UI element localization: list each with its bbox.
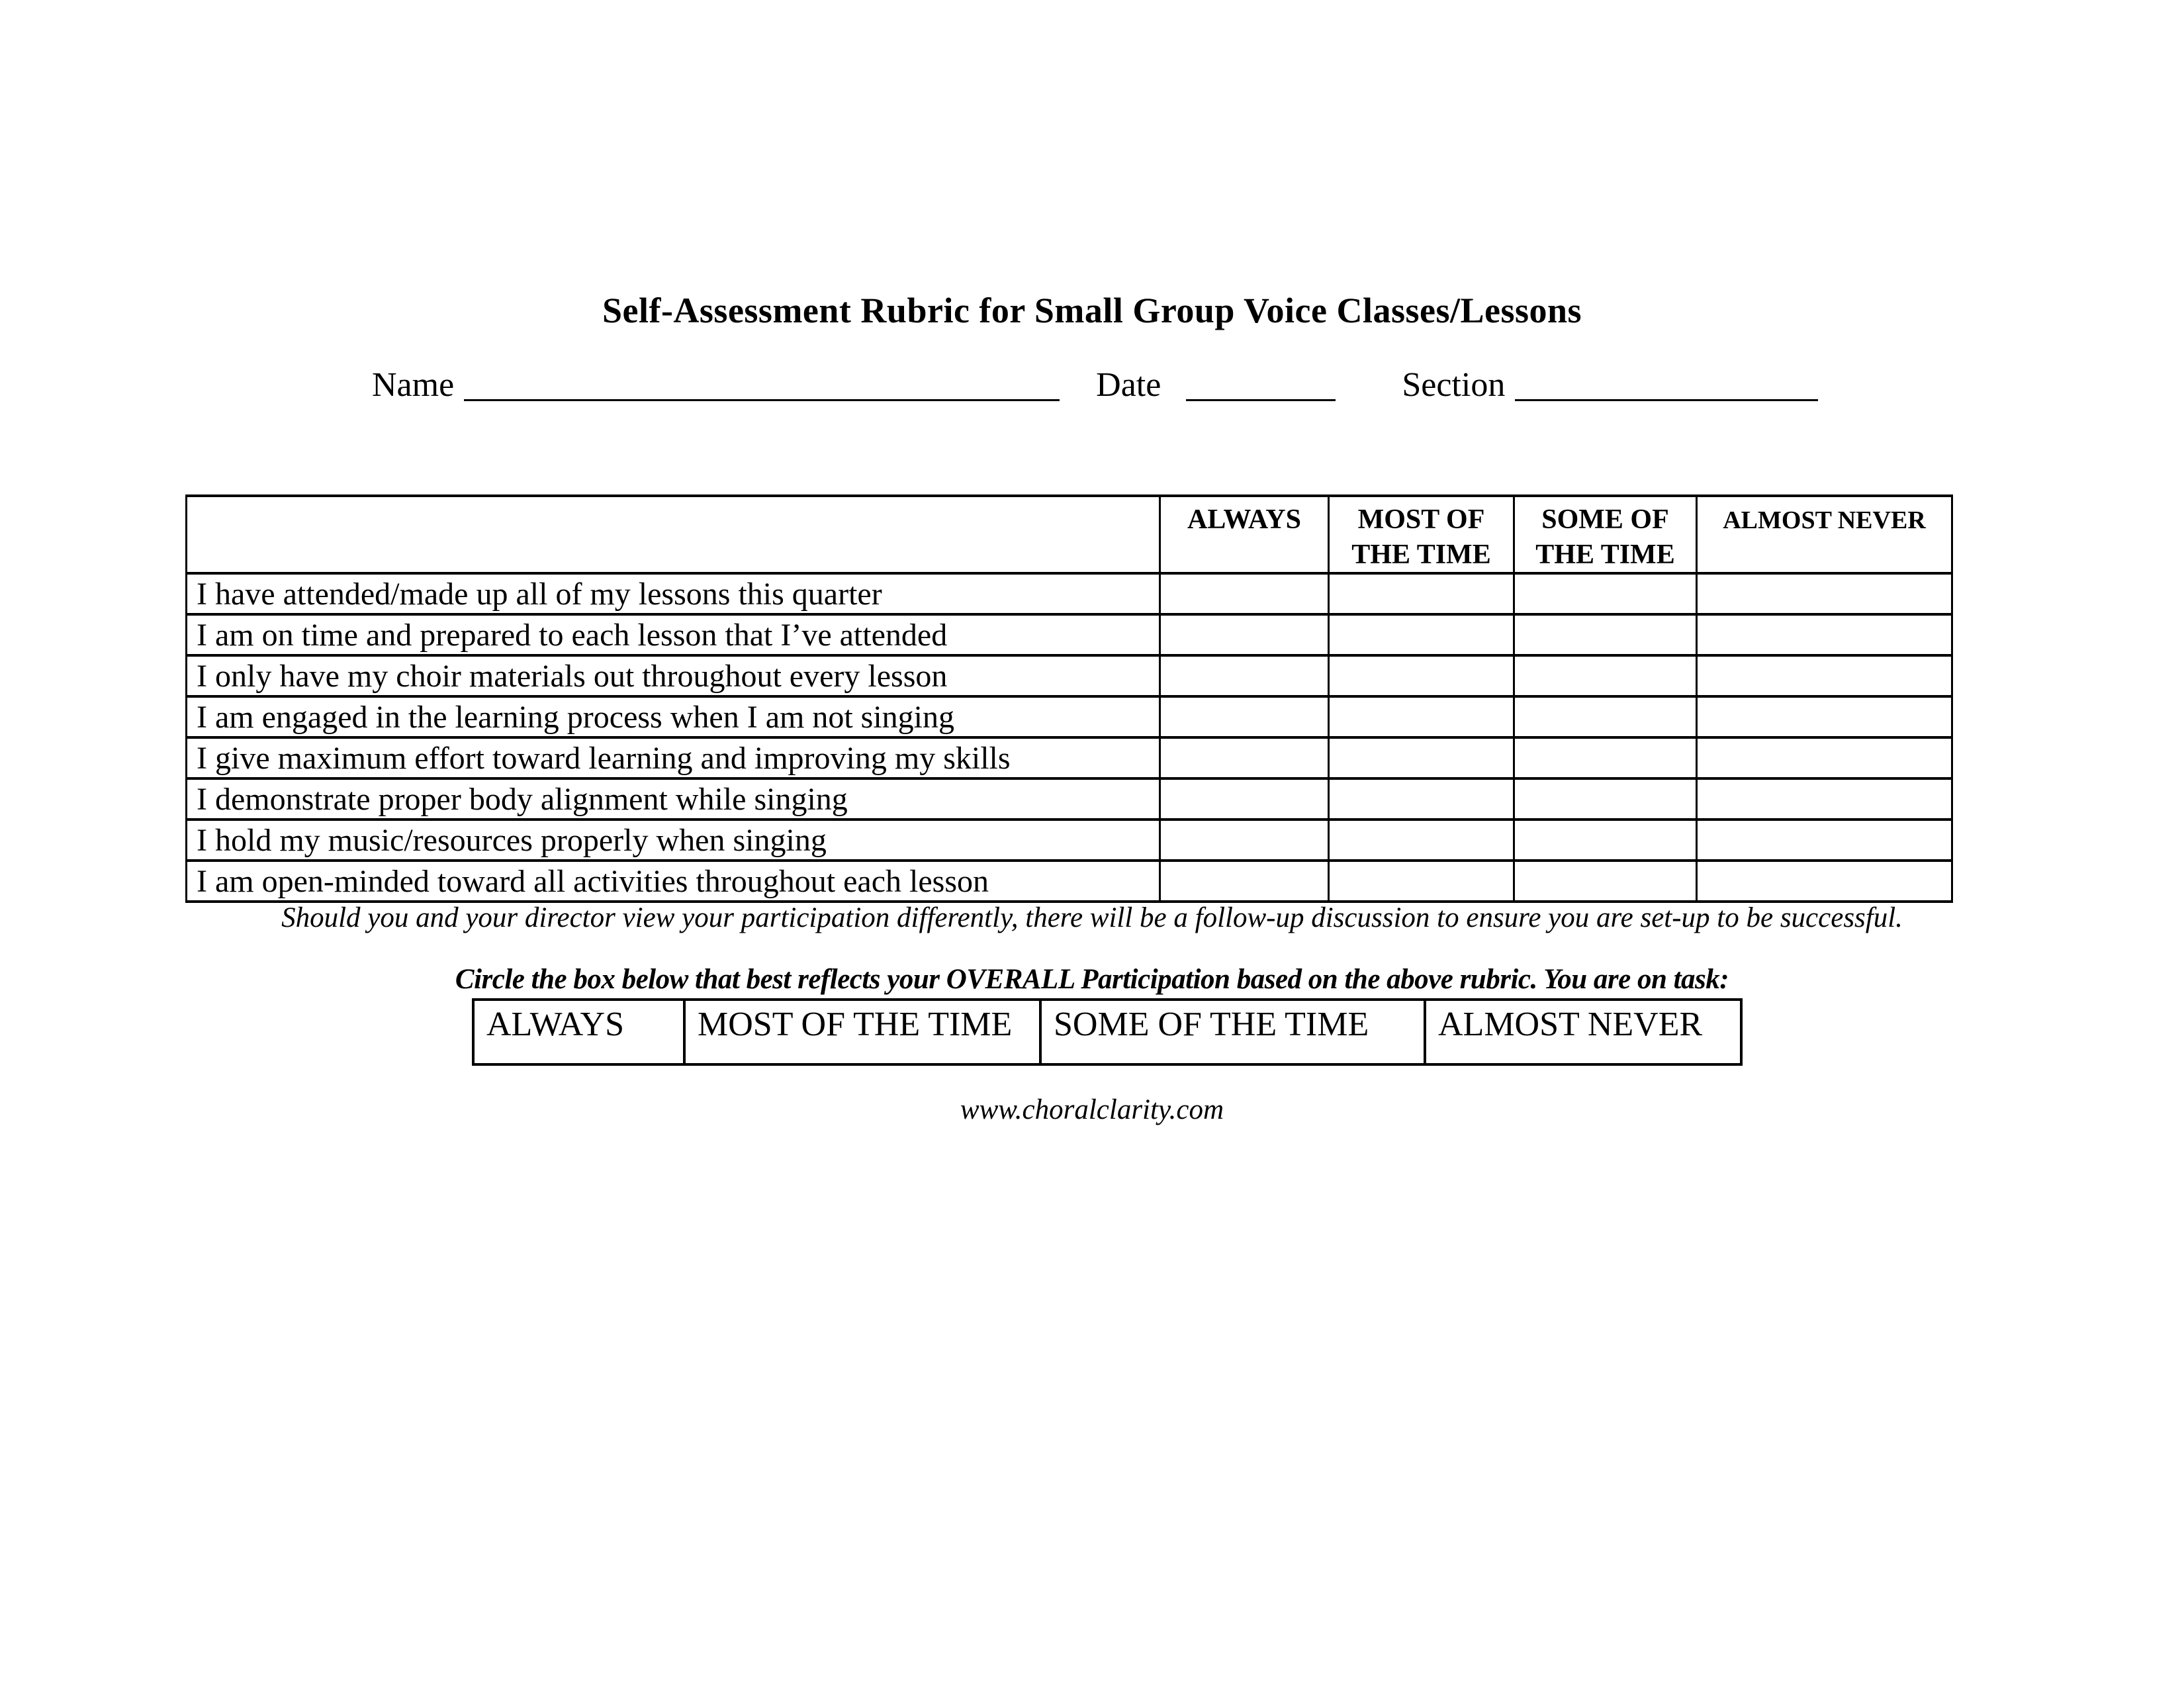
rubric-statement: I demonstrate proper body alignment while singing	[187, 778, 1160, 820]
table-row	[187, 820, 1952, 861]
rubric-cell-most[interactable]	[1329, 820, 1514, 861]
rubric-header-row	[187, 496, 1952, 573]
section-field[interactable]	[1515, 399, 1818, 401]
rubric-cell-some[interactable]	[1514, 778, 1697, 820]
rubric-cell-never[interactable]	[1697, 820, 1952, 861]
table-row	[187, 696, 1952, 737]
rubric-cell-always[interactable]	[1160, 573, 1329, 614]
header-fields-row	[372, 365, 1818, 404]
rubric-cell-never[interactable]	[1697, 655, 1952, 696]
rubric-statement: I only have my choir materials out throughout every lesson	[187, 655, 1160, 696]
rubric-cell-always[interactable]	[1160, 696, 1329, 737]
website-link: www.choralclarity.com	[960, 1094, 1224, 1125]
name-field[interactable]	[464, 399, 1060, 401]
date-field[interactable]	[1186, 399, 1336, 401]
rubric-cell-never[interactable]	[1697, 614, 1952, 655]
rubric-cell-some[interactable]	[1514, 696, 1697, 737]
rubric-cell-never[interactable]	[1697, 861, 1952, 902]
table-row	[187, 655, 1952, 696]
page-title: Self-Assessment Rubric for Small Group Voice Classes/Lessons	[602, 291, 1582, 330]
rubric-cell-always[interactable]	[1160, 861, 1329, 902]
overall-participation-table	[472, 998, 1743, 1066]
rubric-cell-some[interactable]	[1514, 820, 1697, 861]
rubric-cell-most[interactable]	[1329, 737, 1514, 778]
date-label: Date	[1096, 366, 1161, 404]
rubric-header-statement-empty	[187, 496, 1160, 573]
rubric-header-almost-never: ALMOST NEVER	[1697, 496, 1952, 573]
self-assessment-rubric-table	[185, 494, 1953, 903]
overall-options-row	[473, 1000, 1741, 1064]
rubric-statement: I give maximum effort toward learning and improving my skills	[187, 737, 1160, 778]
rubric-statement: I am engaged in the learning process when I am not singing	[187, 696, 1160, 737]
rubric-cell-always[interactable]	[1160, 655, 1329, 696]
rubric-statement: I hold my music/resources properly when singing	[187, 820, 1160, 861]
rubric-cell-always[interactable]	[1160, 778, 1329, 820]
overall-option-some-of-the-time[interactable]: SOME OF THE TIME	[1040, 1000, 1425, 1064]
table-row	[187, 861, 1952, 902]
rubric-header-most-of-the-time: MOST OF THE TIME	[1329, 496, 1514, 573]
rubric-statement: I am on time and prepared to each lesson that I’ve attended	[187, 614, 1160, 655]
rubric-cell-most[interactable]	[1329, 573, 1514, 614]
rubric-cell-most[interactable]	[1329, 696, 1514, 737]
overall-option-almost-never[interactable]: ALMOST NEVER	[1425, 1000, 1741, 1064]
overall-instruction: Circle the box below that best reflects your OVERALL Participation based on the above rubric. You are on task:	[455, 964, 1729, 995]
rubric-cell-some[interactable]	[1514, 655, 1697, 696]
rubric-statement: I have attended/made up all of my lessons this quarter	[187, 573, 1160, 614]
rubric-statement: I am open-minded toward all activities throughout each lesson	[187, 861, 1160, 902]
overall-option-most-of-the-time[interactable]: MOST OF THE TIME	[684, 1000, 1040, 1064]
rubric-cell-never[interactable]	[1697, 573, 1952, 614]
table-row	[187, 573, 1952, 614]
rubric-cell-never[interactable]	[1697, 737, 1952, 778]
rubric-cell-some[interactable]	[1514, 573, 1697, 614]
rubric-cell-never[interactable]	[1697, 696, 1952, 737]
table-row	[187, 737, 1952, 778]
rubric-cell-some[interactable]	[1514, 737, 1697, 778]
name-label: Name	[372, 366, 455, 404]
rubric-cell-never[interactable]	[1697, 778, 1952, 820]
overall-option-always[interactable]: ALWAYS	[473, 1000, 684, 1064]
rubric-cell-always[interactable]	[1160, 737, 1329, 778]
rubric-cell-some[interactable]	[1514, 861, 1697, 902]
rubric-header-always: ALWAYS	[1160, 496, 1329, 573]
rubric-footnote: Should you and your director view your participation differently, there will be a follow-up discussion to ensure you are set-up to be successful.	[281, 902, 1903, 933]
table-row	[187, 614, 1952, 655]
rubric-cell-most[interactable]	[1329, 655, 1514, 696]
table-row	[187, 778, 1952, 820]
rubric-header-some-of-the-time: SOME OF THE TIME	[1514, 496, 1697, 573]
rubric-cell-some[interactable]	[1514, 614, 1697, 655]
rubric-cell-always[interactable]	[1160, 614, 1329, 655]
rubric-cell-always[interactable]	[1160, 820, 1329, 861]
rubric-cell-most[interactable]	[1329, 778, 1514, 820]
rubric-cell-most[interactable]	[1329, 614, 1514, 655]
section-label: Section	[1402, 366, 1506, 404]
rubric-cell-most[interactable]	[1329, 861, 1514, 902]
